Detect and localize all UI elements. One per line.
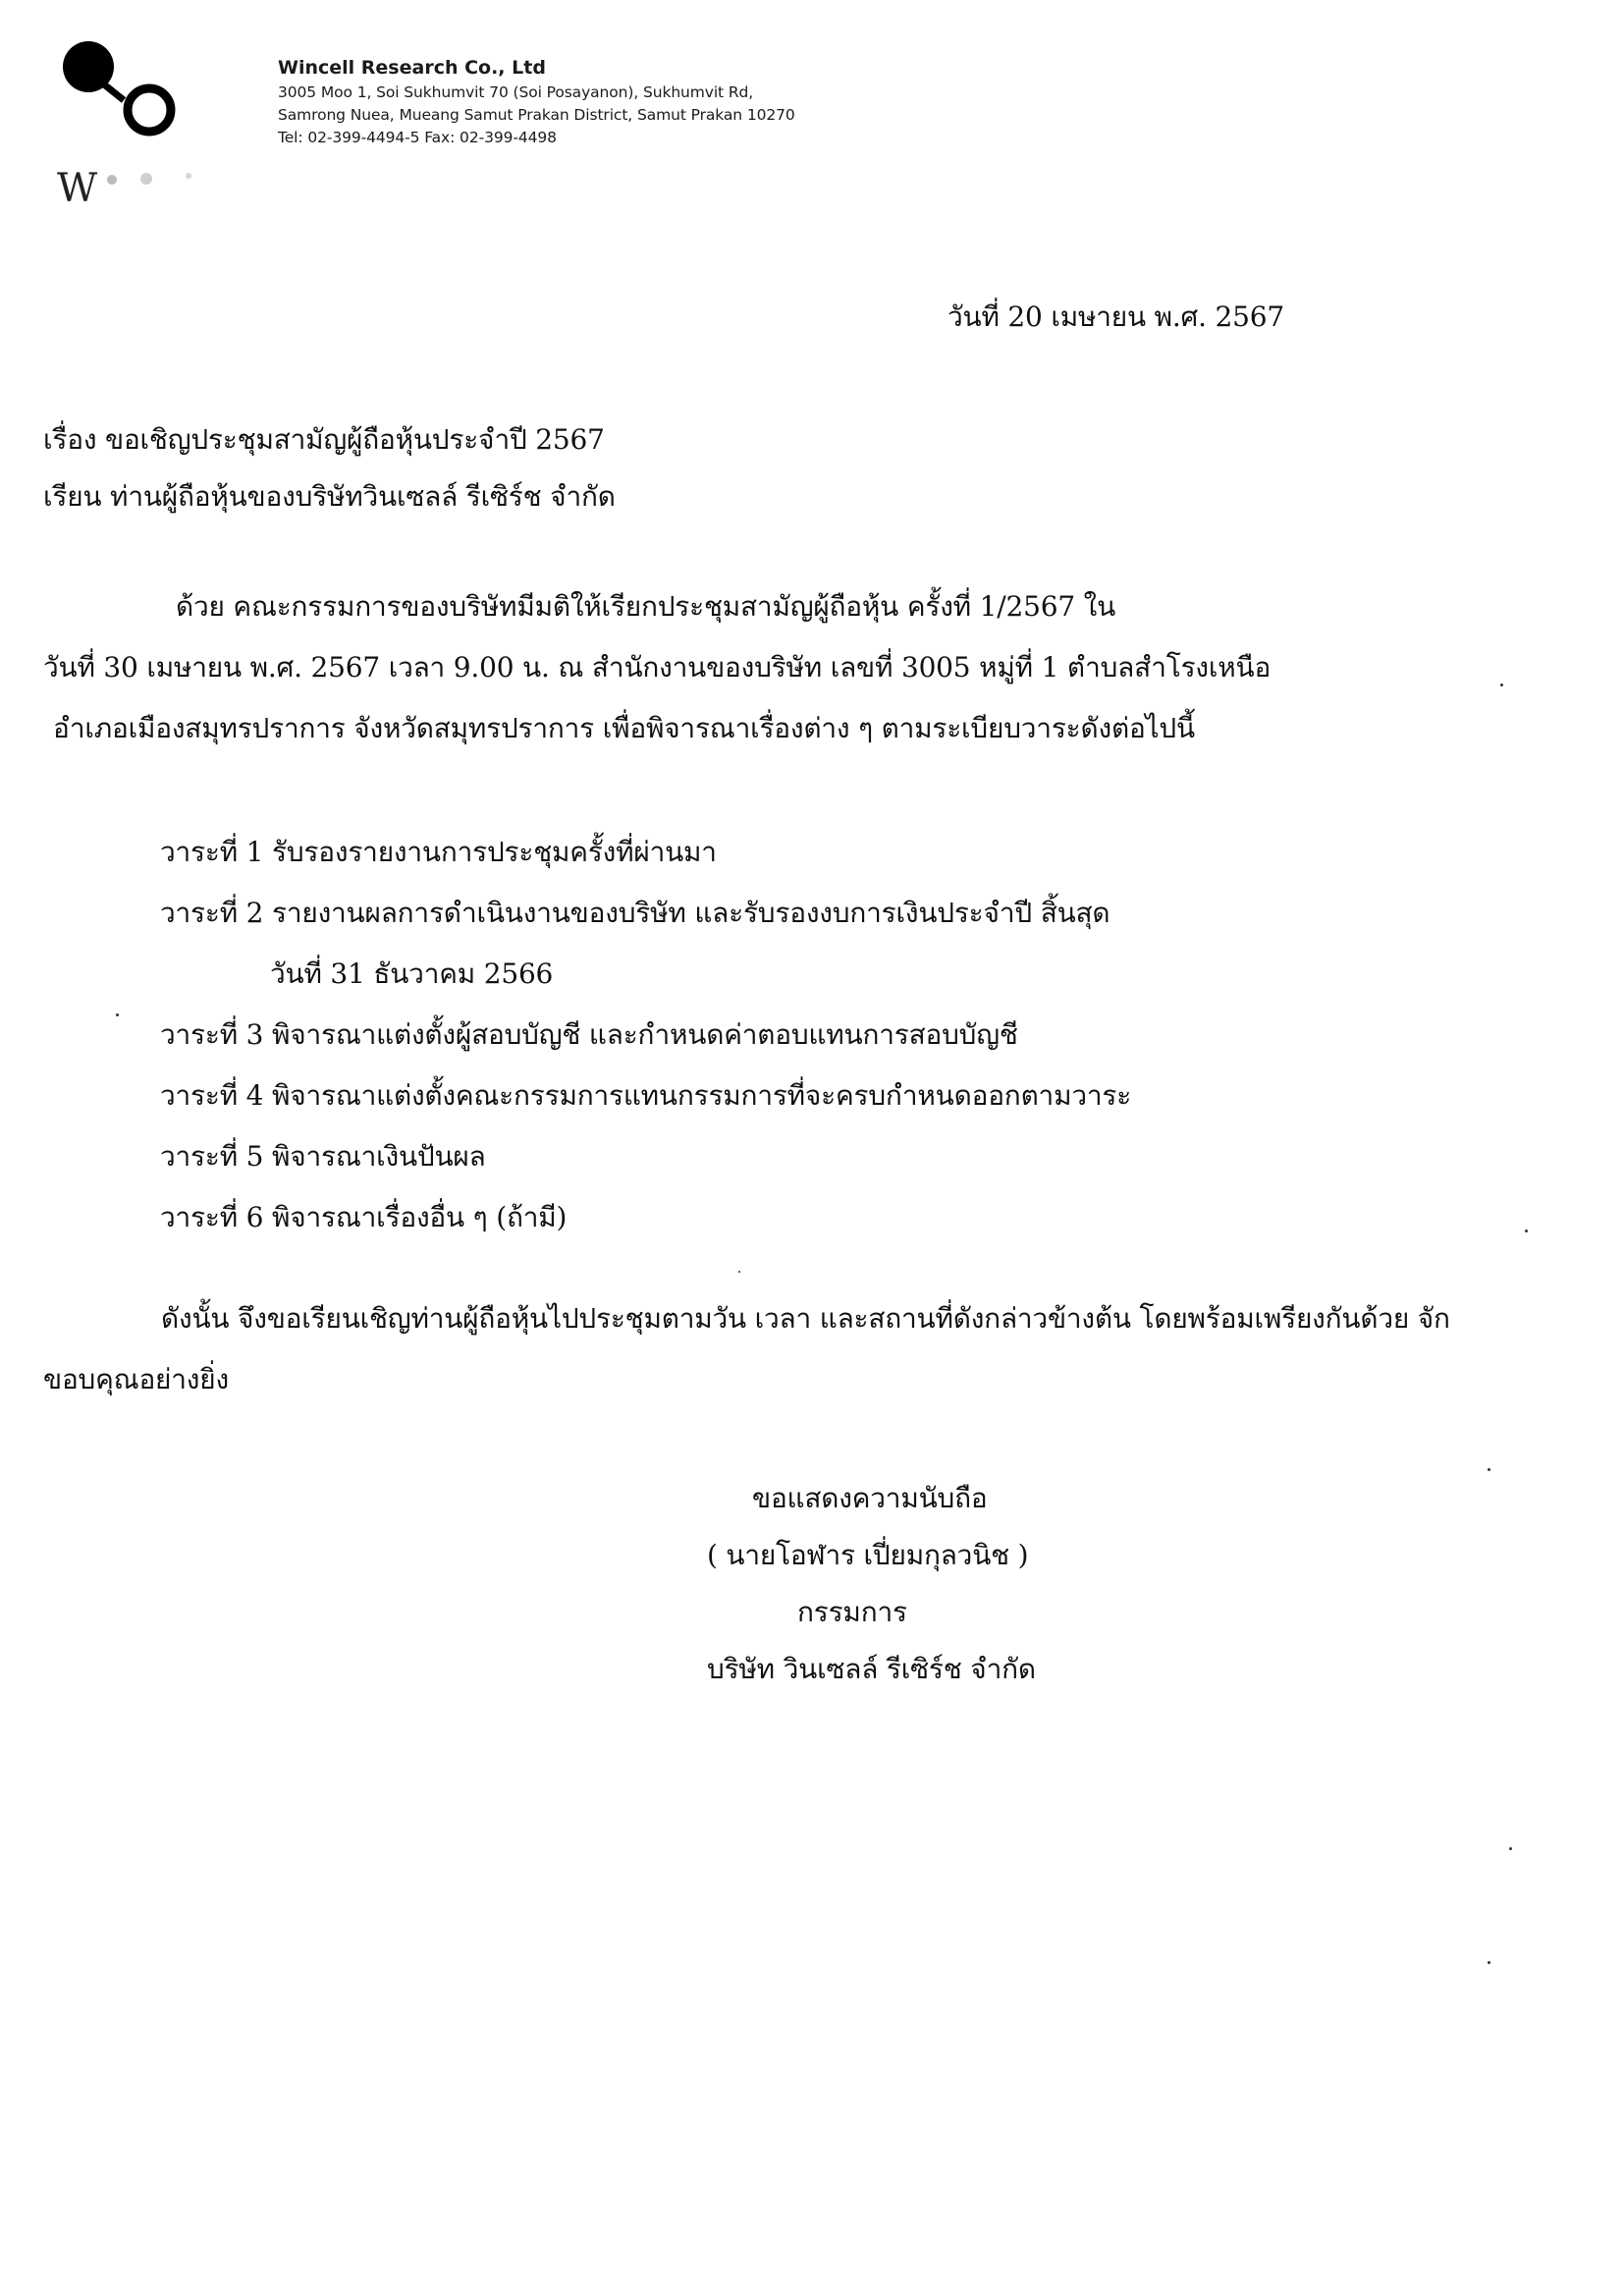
intro-line-3: อำเภอเมืองสมุทรปราการ จังหวัดสมุทรปราการ เพื่อพิจารณาเรื่องต่าง ๆ ตามระเบียบวาระดังต่อไปนี้ [53,712,1195,744]
signature-position: กรรมการ [797,1596,907,1628]
letter-date: วันที่ 20 เมษายน พ.ศ. 2567 [947,301,1284,333]
agenda-item-5: วาระที่ 5 พิจารณาเงินปันผล [160,1140,486,1173]
intro-line-1: ด้วย คณะกรรมการของบริษัทมีมติให้เรียกประชุมสามัญผู้ถือหุ้น ครั้งที่ 1/2567 ใน [176,590,1116,623]
scan-speck [738,1271,740,1273]
company-name: Wincell Research Co., Ltd [278,57,546,79]
logo-letter: W [57,166,98,206]
intro-paragraph [43,589,1271,746]
closing-line-1: ดังนั้น จึงขอเรียนเชิญท่านผู้ถือหุ้นไปประชุมตามวัน เวลา และสถานที่ดังกล่าวข้างต้น โดยพร้อมเพรียงกันด้วย จัก [161,1302,1450,1335]
scan-speck [1509,1847,1512,1850]
signature-name: ( นายโอฬาร เปี่ยมกุลวนิช ) [707,1539,1029,1571]
closing-paragraph [43,1301,1450,1397]
agenda-list [160,835,1131,1261]
intro-line-2: วันที่ 30 เมษายน พ.ศ. 2567 เวลา 9.00 น. ณ สำนักงานของบริษัท เลขที่ 3005 หมู่ที่ 1 ตำบลสำโรงเหนือ [43,651,1272,683]
letter-recipient: เรียน ท่านผู้ถือหุ้นของบริษัทวินเซลล์ รีเซิร์ช จำกัด [43,480,616,513]
signature-regards: ขอแสดงความนับถือ [752,1482,988,1514]
signature-company: บริษัท วินเซลล์ รีเซิร์ช จำกัด [707,1653,1036,1685]
letter-subject: เรื่อง ขอเชิญประชุมสามัญผู้ถือหุ้นประจำปี 2567 [43,423,605,456]
agenda-item-2: วาระที่ 2 รายงานผลการดำเนินงานของบริษัท และรับรองงบการเงินประจำปี สิ้นสุด [160,897,1110,929]
letterhead [278,57,795,149]
agenda-item-6: วาระที่ 6 พิจารณาเรื่องอื่น ๆ (ถ้ามี) [160,1201,568,1233]
company-contact: Tel: 02-399-4494-5 Fax: 02-399-4498 [278,129,557,146]
scan-speck [116,1013,119,1016]
agenda-item-4: วาระที่ 4 พิจารณาแต่งตั้งคณะกรรมการแทนกรรมการที่จะครบกำหนดออกตามวาระ [160,1079,1132,1112]
company-address-line2: Samrong Nuea, Mueang Samut Prakan District, Samut Prakan 10270 [278,106,795,124]
scan-speck [1500,683,1503,686]
company-address-line1: 3005 Moo 1, Soi Sukhumvit 70 (Soi Posayanon), Sukhumvit Rd, [278,83,754,101]
agenda-item-1: วาระที่ 1 รับรองรายงานการประชุมครั้งที่ผ่านมา [160,836,717,868]
scan-speck [1488,1468,1490,1471]
scan-speck [1488,1961,1490,1964]
closing-line-2: ขอบคุณอย่างยิ่ง [43,1363,229,1395]
company-logo-icon [43,39,200,206]
agenda-item-3: วาระที่ 3 พิจารณาแต่งตั้งผู้สอบบัญชี และกำหนดค่าตอบแทนการสอบบัญชี [160,1018,1018,1051]
signature-block [648,1481,1198,1709]
scan-speck [1525,1230,1528,1232]
agenda-item-2-continued: วันที่ 31 ธันวาคม 2566 [270,957,554,990]
